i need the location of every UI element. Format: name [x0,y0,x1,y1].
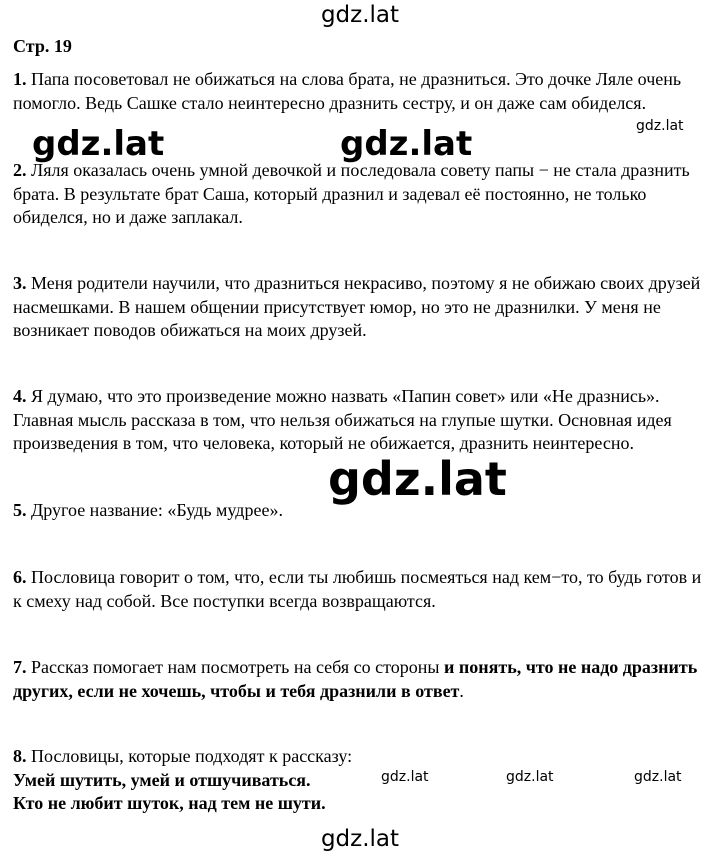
answer-2 [13,159,703,230]
answer-text: Ляля оказалась очень умной девочкой и последовала совету папы − не стала дразнить брата. В результате брат Саша, который дразнил и задевал её постоянно, не только обиделся, но и даже заплакал. [13,160,690,227]
answer-number: 8. [13,746,27,766]
answer-number: 7. [13,657,27,677]
answer-1 [13,68,703,115]
answer-text: Папа посоветовал не обижаться на слова брата, не дразниться. Это дочке Ляле очень помогло. Ведь Сашке стало неинтересно дразнить сестру, и он даже сам обиделся. [13,69,682,113]
proverb: Умей шутить, умей и отшучиваться. [13,769,311,790]
watermark-small-bottom-1: gdz.lat [381,769,429,785]
answer-text: Я думаю, что это произведение можно назвать «Папин совет» или «Не дразнись». Главная мысль рассказа в том, что нельзя обижаться на глупые шутки. Основная идея произведения в том, что человека, который не обижается, дразнить неинтересно. [13,386,672,453]
watermark-bottom: gdz.lat [320,826,400,852]
answer-6 [13,566,703,613]
answer-number: 5. [13,500,27,520]
answer-8 [13,745,703,816]
watermark-large-middle: gdz.lat [328,452,507,506]
answer-number: 2. [13,160,27,180]
page-title: Стр. 19 [13,36,72,56]
answer-text: Рассказ помогает нам посмотреть на себя со стороны [31,657,444,677]
answer-number: 3. [13,273,27,293]
answer-text: Пословицы, которые подходят к рассказу: [31,746,353,766]
watermark-large-left: gdz.lat [28,124,168,164]
answer-number: 4. [13,386,27,406]
answer-text: Меня родители научили, что дразниться некрасиво, поэтому я не обижаю своих друзей насмешками. В нашем общении присутствует юмор, но это не дразнилки. У меня не возникает поводов обижаться на моих друзей. [13,273,701,340]
watermark-small-top-right: gdz.lat [636,118,684,134]
answer-7 [13,656,703,703]
answer-5 [13,499,703,523]
answer-3 [13,272,703,343]
watermark-small-bottom-2: gdz.lat [506,769,554,785]
proverb: Кто не любит шуток, над тем не шути. [13,793,326,813]
watermark-large-center: gdz.lat [336,124,476,164]
answer-text: Пословица говорит о том, что, если ты любишь посмеяться над кем−то, то будь готов и к смеху над собой. Все поступки всегда возвращаются. [13,567,702,611]
answer-number: 6. [13,567,27,587]
answer-text-end: . [459,680,464,701]
watermark-small-bottom-3: gdz.lat [634,769,682,785]
answer-4 [13,385,703,456]
answer-text-bold: и понять, что не надо дразнить других, если не хочешь, чтобы и тебя дразнили в ответ [13,657,698,701]
watermark-top: gdz.lat [320,2,400,28]
answer-text: Другое название: «Будь мудрее». [31,500,283,520]
answer-number: 1. [13,69,27,89]
